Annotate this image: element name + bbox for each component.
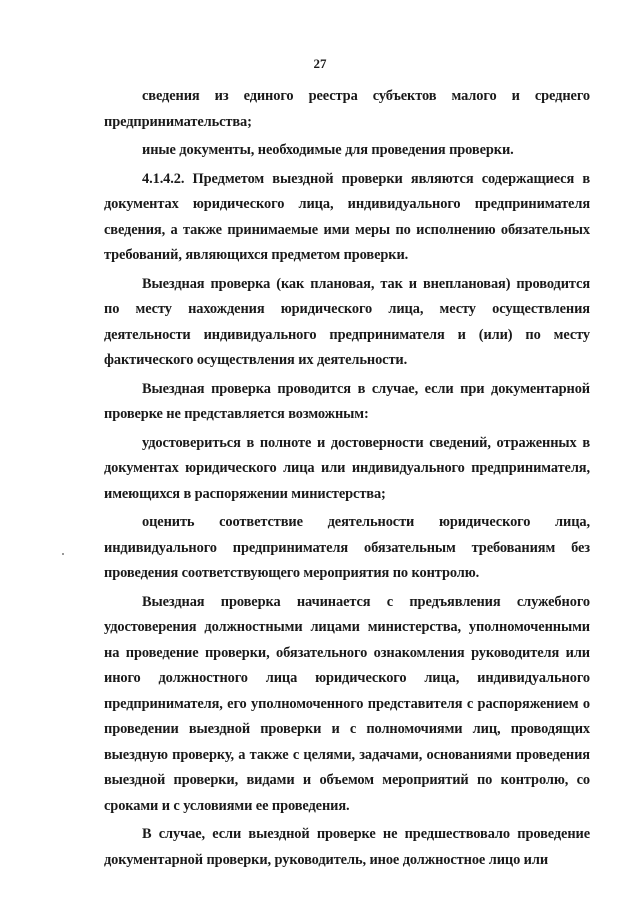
- document-body: [104, 84, 590, 873]
- paragraph-other-documents: иные документы, необходимые для проведения проверки.: [142, 142, 514, 158]
- paragraph-onsite-inspection-conditions: Выездная проверка проводится в случае, если при документарной проверке не представляется возможным:: [104, 380, 590, 422]
- paragraph-assess-compliance: оценить соответствие деятельности юридического лица, индивидуального предпринимателя обязательным требованиям без проведения соответствующего мероприятия по контролю.: [104, 514, 590, 581]
- margin-mark: [62, 553, 64, 555]
- paragraph-onsite-inspection-start: Выездная проверка начинается с предъявления служебного удостоверения должностными лицами министерства, уполномоченными на проведение проверки, обязательного ознакомления руководителя или иного должностного лица юридического лица, индивидуального предпринимателя, его уполномоченного представителя с распоряжением о проведении выездной проверки и с полномочиями лиц, проводящих выездную проверку, а также с целями, задачами, основаниями проведения выездной проверки, видами и объемом мероприятий по контролю, со сроками и с условиями ее проведения.: [104, 593, 590, 814]
- paragraph-subject-of-onsite-inspection: 4.1.4.2. Предметом выездной проверки являются содержащиеся в документах юридического лица, индивидуального предпринимателя сведения, а также принимаемые ими меры по исполнению обязательных требований, являющихся предметом проверки.: [104, 170, 590, 263]
- paragraph-registry-info: сведения из единого реестра субъектов малого и среднего предпринимательства;: [104, 88, 590, 130]
- paragraph-no-prior-documentary-inspection: В случае, если выездной проверке не предшествовало проведение документарной проверки, руководитель, иное должностное лицо или: [104, 826, 590, 868]
- page-number: 27: [313, 56, 327, 71]
- paragraph-verify-completeness: удостовериться в полноте и достоверности сведений, отраженных в документах юридического лица или индивидуального предпринимателя, имеющихся в распоряжении министерства;: [104, 434, 590, 502]
- paragraph-onsite-inspection-location: Выездная проверка (как плановая, так и внеплановая) проводится по месту нахождения юридического лица, месту осуществления деятельности индивидуального предпринимателя и (или) по месту фактического осуществления их деятельности.: [104, 275, 590, 368]
